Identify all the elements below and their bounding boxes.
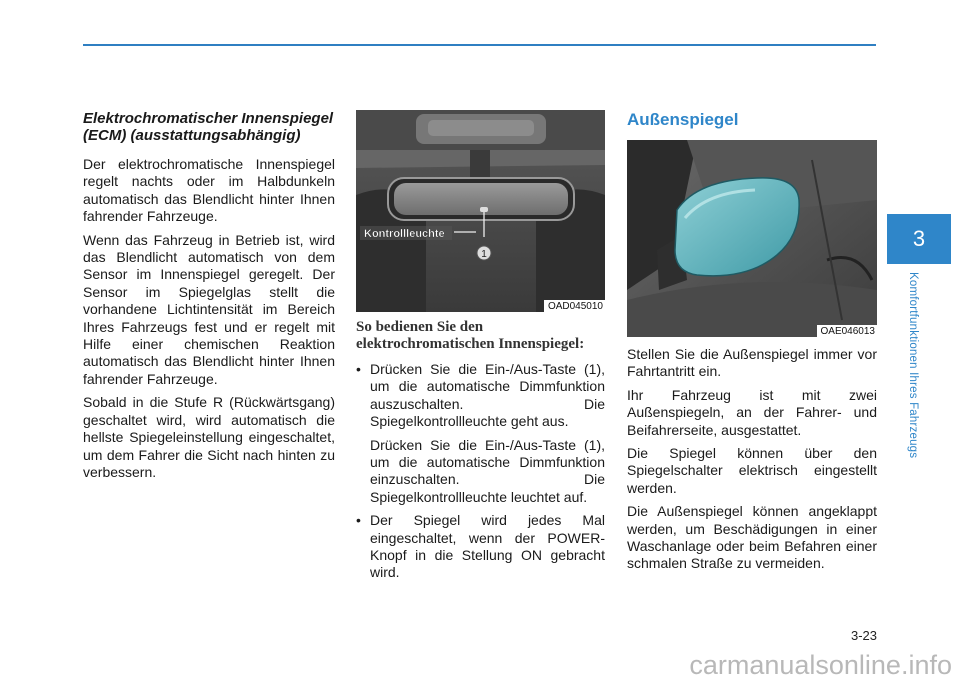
chapter-tab [887,214,951,264]
callout-number-1: 1 [481,249,487,260]
ecm-operation-list [356,361,605,582]
page-number: 3-23 [850,628,877,643]
exterior-paragraph-3: Die Spiegel können über den Spiegelschalter elektrisch eingestellt werden. [627,445,877,496]
interior-mirror-illustration [356,110,605,312]
exterior-mirror-illustration [627,140,877,337]
exterior-mirror-title: Außenspiegel [627,110,739,129]
bullet-icon: • [356,361,361,377]
ecm-section-title: Elektrochromatischer Innenspiegel (ECM) (ausstattungsabhängig) [83,110,334,144]
column-ecm-description [83,110,335,487]
exterior-paragraph-1: Stellen Sie die Außenspiegel immer vor Fahrtantritt ein. [627,346,877,380]
interior-mirror-figure [356,110,605,312]
chapter-title: Komfortfunktionen Ihres Fahrzeugs [907,272,919,459]
exterior-mirror-figure [627,140,877,337]
ecm-paragraph-2: Wenn das Fahrzeug in Betrieb ist, wird das Blendlicht automatisch von dem Sensor im Innenspiegel geregelt. Der Sensor im Spiegelglas stellt die vorhandene Lichtintensität im Bereich Ihres Fahrzeugs fest und er regelt mit Hilfe einer chemischen Reaktion automatisch das Blendlicht hinter Ihnen fahrender Fahrzeuge. [83,231,335,387]
list-item [356,512,605,582]
figure-code-oae046013: OAE046013 [817,325,878,337]
exterior-paragraph-4: Die Außenspiegel können angeklappt werden, um Beschädigungen in einer Waschanlage oder beim Befahren einer schmalen Straße zu vermeiden. [627,503,877,572]
bullet-text-1: Drücken Sie die Ein-/Aus-Taste (1), um die automatische Dimmfunktion auszuschalten. Die Spiegelkontrollleuchte geht aus. [370,361,605,430]
figure-code-oad045010: OAD045010 [544,300,605,312]
column-exterior-mirror [627,110,877,579]
list-item [356,361,605,431]
column-ecm-operation [356,110,605,588]
chapter-number: 3 [912,226,926,251]
bullet-icon: • [356,512,361,529]
watermark: carmanualsonline.info [689,650,952,680]
bullet-subtext-1: Drücken Sie die Ein-/Aus-Taste (1), um die automatische Dimmfunktion einzuschalten. Die Spiegelkontrollleuchte leuchtet auf. [370,436,605,505]
bullet-text-2: Der Spiegel wird jedes Mal eingeschaltet, wenn der POWER-Knopf in die Stellung ON gebracht wird. [370,512,605,581]
ecm-paragraph-1: Der elektrochromatische Innenspiegel regelt nachts oder im Halbdunkeln automatisch das Blendlicht hinter Ihnen fahrender Fahrzeuge. [83,156,335,225]
exterior-paragraph-2: Ihr Fahrzeug ist mit zwei Außenspiegeln, an der Fahrer- und Beifahrerseite, ausgestattet. [627,386,877,438]
indicator-callout-label: Kontrollleuchte [364,228,445,240]
header-rule [83,44,876,46]
ecm-operation-heading: So bedienen Sie den elektrochromatischen Innenspiegel: [356,319,585,352]
ecm-paragraph-3: Sobald in die Stufe R (Rückwärtsgang) geschaltet wird, wird automatisch die hellste Spiegeleinstellung eingeschaltet, um dem Fahrer die Sicht nach hinten zu verbessern. [83,394,335,480]
